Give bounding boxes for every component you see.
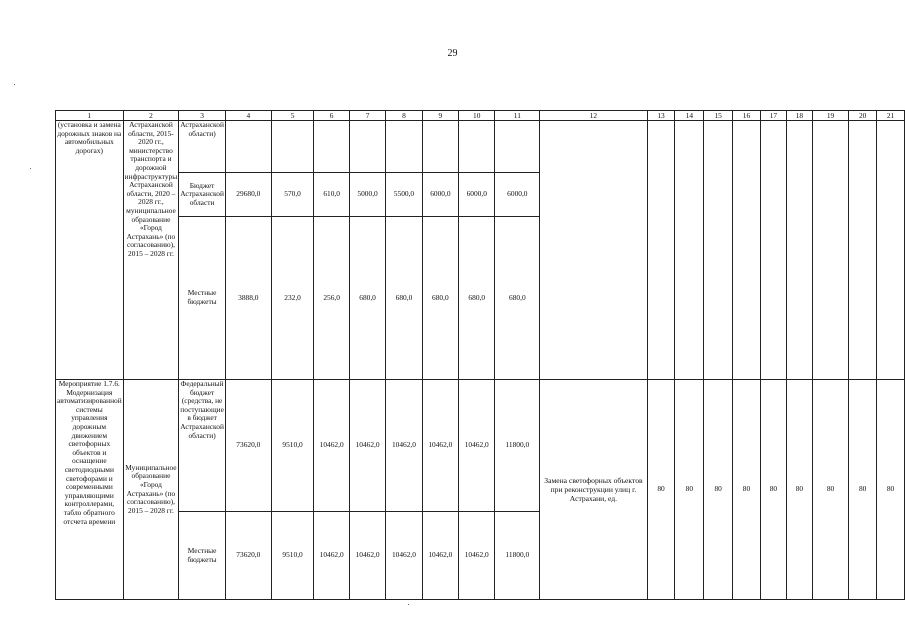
value-cell: 3888,0 [225, 217, 271, 380]
indicator-cell: Замена светофорных объектов при реконструкции улиц г. Астрахани, ед. [540, 380, 647, 600]
column-header: 10 [459, 111, 495, 121]
value-cell: 11800,0 [495, 512, 540, 600]
empty-cell [349, 121, 385, 173]
target-cell [849, 121, 877, 380]
column-header: 5 [271, 111, 314, 121]
funding-source-cell: Местные бюджеты [179, 512, 226, 600]
column-header: 12 [540, 111, 647, 121]
target-cell: 80 [647, 380, 675, 600]
value-cell: 5500,0 [386, 173, 422, 217]
target-cell: 80 [849, 380, 877, 600]
column-header: 2 [123, 111, 179, 121]
value-cell: 9510,0 [271, 512, 314, 600]
value-cell: 10462,0 [459, 380, 495, 512]
target-cell: 80 [760, 380, 786, 600]
header-row [56, 111, 905, 121]
value-cell: 10462,0 [459, 512, 495, 600]
column-header: 7 [349, 111, 385, 121]
empty-cell [386, 121, 422, 173]
column-header: 15 [704, 111, 733, 121]
value-cell: 10462,0 [314, 380, 349, 512]
target-cell [675, 121, 704, 380]
target-cell: 80 [786, 380, 812, 600]
empty-cell [422, 121, 458, 173]
column-header: 18 [786, 111, 812, 121]
empty-cell [271, 121, 314, 173]
target-cell: 80 [733, 380, 761, 600]
value-cell: 10462,0 [386, 380, 422, 512]
scan-speck [408, 604, 409, 605]
column-header: 13 [647, 111, 675, 121]
value-cell: 232,0 [271, 217, 314, 380]
table-row [56, 121, 905, 173]
value-cell: 570,0 [271, 173, 314, 217]
value-cell: 9510,0 [271, 380, 314, 512]
column-header: 20 [849, 111, 877, 121]
value-cell: 6000,0 [422, 173, 458, 217]
event-name-cell: (установка и замена дорожных знаков на автомобильных дорогах) [56, 121, 124, 380]
value-cell: 6000,0 [495, 173, 540, 217]
value-cell: 11800,0 [495, 380, 540, 512]
target-cell: 80 [877, 380, 905, 600]
page-number: 29 [447, 48, 458, 59]
empty-cell [459, 121, 495, 173]
value-cell: 6000,0 [459, 173, 495, 217]
column-header: 16 [733, 111, 761, 121]
column-header: 8 [386, 111, 422, 121]
empty-cell [314, 121, 349, 173]
value-cell: 610,0 [314, 173, 349, 217]
value-cell: 73620,0 [225, 380, 271, 512]
target-cell [647, 121, 675, 380]
target-cell [760, 121, 786, 380]
funding-source-cell: Бюджет Астраханской области [179, 173, 226, 217]
value-cell: 256,0 [314, 217, 349, 380]
value-cell: 10462,0 [386, 512, 422, 600]
empty-cell [495, 121, 540, 173]
executor-cell: Астраханской области, 2015-2020 гг., министерство транспорта и дорожной инфраструктуры Астраханской области, 2020 – 2028 гг., муниципальное образование «Город Астрахань» (по согласованию), 2015 – 2028 гг. [123, 121, 179, 380]
column-header: 3 [179, 111, 226, 121]
column-header: 21 [877, 111, 905, 121]
value-cell: 680,0 [349, 217, 385, 380]
value-cell: 10462,0 [422, 512, 458, 600]
table-row [56, 380, 905, 512]
target-cell: 80 [675, 380, 704, 600]
value-cell: 680,0 [386, 217, 422, 380]
executor-cell: Муниципальное образование «Город Астрахань» (по согласованию), 2015 – 2028 гг. [123, 380, 179, 600]
value-cell: 5000,0 [349, 173, 385, 217]
column-header: 9 [422, 111, 458, 121]
column-header: 1 [56, 111, 124, 121]
target-cell: 80 [812, 380, 848, 600]
target-cell [786, 121, 812, 380]
value-cell: 10462,0 [314, 512, 349, 600]
scan-speck [30, 168, 31, 169]
column-header: 14 [675, 111, 704, 121]
funding-source-cell: Астраханской области) [179, 121, 226, 173]
empty-cell [225, 121, 271, 173]
column-header: 17 [760, 111, 786, 121]
scan-speck [14, 84, 15, 85]
target-cell [733, 121, 761, 380]
value-cell: 10462,0 [422, 380, 458, 512]
column-header: 11 [495, 111, 540, 121]
program-table [55, 110, 905, 600]
value-cell: 73620,0 [225, 512, 271, 600]
target-cell [812, 121, 848, 380]
value-cell: 10462,0 [349, 512, 385, 600]
column-header: 4 [225, 111, 271, 121]
indicator-cell [540, 121, 647, 380]
value-cell: 680,0 [459, 217, 495, 380]
column-header: 6 [314, 111, 349, 121]
value-cell: 680,0 [422, 217, 458, 380]
event-name-cell: Мероприятие 1.7.6. Модернизация автоматизированной системы управления дорожным движением светофорных объектов и оснащение светодиодными светофорами и современными управляющими контроллерами, табло обратного отсчета времени [56, 380, 124, 600]
funding-source-cell: Федеральный бюджет (средства, не поступающие в бюджет Астраханской области) [179, 380, 226, 512]
value-cell: 29680,0 [225, 173, 271, 217]
column-header: 19 [812, 111, 848, 121]
value-cell: 680,0 [495, 217, 540, 380]
target-cell [877, 121, 905, 380]
funding-source-cell: Местные бюджеты [179, 217, 226, 380]
target-cell: 80 [704, 380, 733, 600]
target-cell [704, 121, 733, 380]
value-cell: 10462,0 [349, 380, 385, 512]
